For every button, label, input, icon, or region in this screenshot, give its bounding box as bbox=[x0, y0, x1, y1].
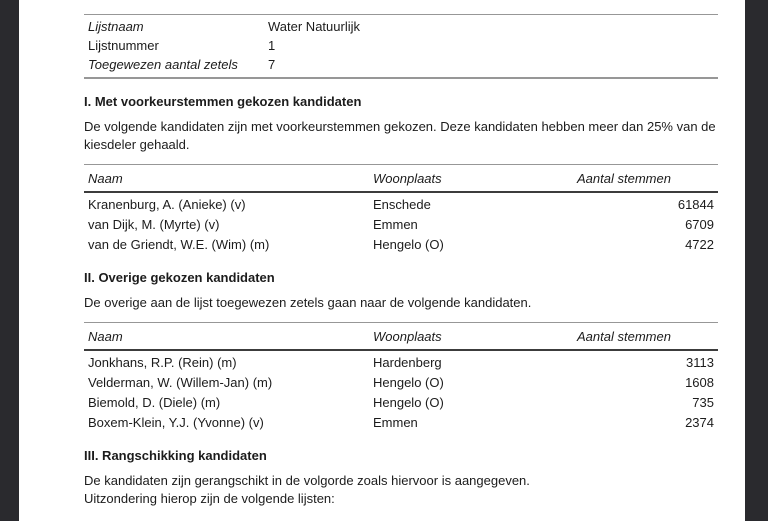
residence-cell: Emmen bbox=[373, 415, 418, 430]
table-row bbox=[84, 215, 718, 235]
residence-cell: Emmen bbox=[373, 217, 418, 232]
section-2-paragraph: De overige aan de lijst toegewezen zetels gaan naar de volgende kandidaten. bbox=[84, 295, 532, 310]
candidate-name-cell: Biemold, D. (Diele) (m) bbox=[88, 395, 221, 410]
table-row bbox=[84, 235, 718, 255]
residence-cell: Hengelo (O) bbox=[373, 375, 444, 390]
table-header-row bbox=[84, 165, 718, 193]
info-row-lijstnummer bbox=[84, 36, 718, 55]
votes-cell: 2374 bbox=[685, 415, 714, 430]
column-header-naam: Naam bbox=[84, 165, 369, 193]
section-3-paragraph: De kandidaten zijn gerangschikt in de volgorde zoals hiervoor is aangegeven. bbox=[84, 473, 530, 488]
info-value: Water Natuurlijk bbox=[268, 19, 360, 34]
candidate-name-cell: van de Griendt, W.E. (Wim) (m) bbox=[88, 237, 270, 252]
table-row bbox=[84, 373, 718, 393]
votes-cell: 1608 bbox=[685, 375, 714, 390]
votes-cell: 3113 bbox=[686, 355, 714, 370]
page-content bbox=[19, 0, 745, 508]
votes-cell: 4722 bbox=[685, 237, 714, 252]
candidate-name-cell: Jonkhans, R.P. (Rein) (m) bbox=[88, 355, 237, 370]
info-row-lijstnaam bbox=[84, 17, 718, 36]
column-header-woonplaats: Woonplaats bbox=[369, 323, 573, 351]
list-info-table bbox=[84, 14, 718, 79]
section-2-heading: II. Overige gekozen kandidaten bbox=[84, 270, 275, 285]
column-header-aantal-stemmen: Aantal stemmen bbox=[573, 165, 718, 193]
votes-cell: 61844 bbox=[677, 197, 714, 212]
candidate-name-cell: Velderman, W. (Willem-Jan) (m) bbox=[88, 375, 273, 390]
section-1-paragraph: De volgende kandidaten zijn met voorkeurstemmen gekozen. Deze kandidaten hebben meer dan 25% van de kiesdeler gehaald. bbox=[84, 119, 716, 152]
table-row bbox=[84, 413, 718, 433]
info-label: Lijstnaam bbox=[88, 19, 144, 34]
section-1-heading: I. Met voorkeurstemmen gekozen kandidaten bbox=[84, 94, 362, 109]
document-page bbox=[19, 0, 745, 521]
column-header-naam: Naam bbox=[84, 323, 369, 351]
votes-cell: 735 bbox=[692, 395, 714, 410]
column-header-aantal-stemmen: Aantal stemmen bbox=[573, 323, 718, 351]
table-row bbox=[84, 350, 718, 373]
residence-cell: Hardenberg bbox=[373, 355, 442, 370]
section-3-paragraph: Uitzondering hierop zijn de volgende lijsten: bbox=[84, 491, 335, 506]
candidate-name-cell: Boxem-Klein, Y.J. (Yvonne) (v) bbox=[88, 415, 264, 430]
residence-cell: Enschede bbox=[373, 197, 431, 212]
column-header-woonplaats: Woonplaats bbox=[369, 165, 573, 193]
candidate-name-cell: Kranenburg, A. (Anieke) (v) bbox=[88, 197, 246, 212]
votes-cell: 6709 bbox=[685, 217, 714, 232]
info-value: 7 bbox=[268, 57, 276, 72]
info-label: Toegewezen aantal zetels bbox=[88, 57, 238, 72]
table-row bbox=[84, 192, 718, 215]
table-row bbox=[84, 393, 718, 413]
section-1-candidates-table bbox=[84, 164, 718, 255]
info-label: Lijstnummer bbox=[88, 38, 159, 53]
info-value: 1 bbox=[268, 38, 276, 53]
section-3-heading: III. Rangschikking kandidaten bbox=[84, 448, 267, 463]
section-2-candidates-table bbox=[84, 322, 718, 433]
info-row-zetels bbox=[84, 55, 718, 74]
residence-cell: Hengelo (O) bbox=[373, 237, 444, 252]
candidate-name-cell: van Dijk, M. (Myrte) (v) bbox=[88, 217, 220, 232]
table-header-row bbox=[84, 323, 718, 351]
residence-cell: Hengelo (O) bbox=[373, 395, 444, 410]
